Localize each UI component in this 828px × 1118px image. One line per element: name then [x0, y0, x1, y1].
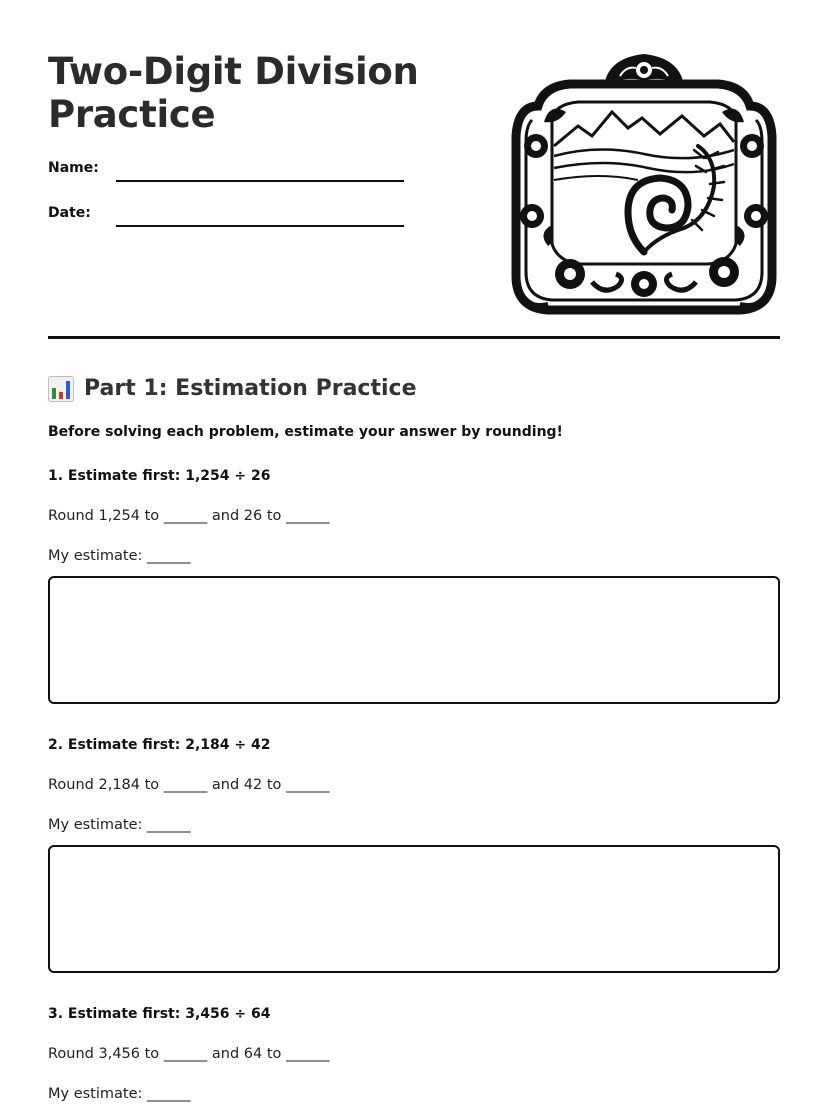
worksheet-title: [48, 50, 468, 136]
title-line-1: Two-Digit Division: [48, 50, 419, 93]
fern-koru-emblem-icon: [508, 46, 780, 318]
estimate-prompt: My estimate: ______: [48, 817, 191, 833]
bar-chart-icon: [48, 376, 74, 402]
rounding-prompt: Round 3,456 to ______ and 64 to ______: [48, 1046, 330, 1062]
date-line[interactable]: [116, 225, 404, 227]
header-divider: [48, 336, 780, 339]
section-title: Part 1: Estimation Practice: [84, 376, 417, 401]
problem-title: 1. Estimate first: 1,254 ÷ 26: [48, 468, 271, 484]
section-instructions: Before solving each problem, estimate your answer by rounding!: [48, 424, 563, 440]
problem-title: 2. Estimate first: 2,184 ÷ 42: [48, 737, 271, 753]
name-field[interactable]: [48, 160, 408, 182]
estimate-prompt: My estimate: ______: [48, 1086, 191, 1102]
work-box[interactable]: [48, 845, 780, 973]
date-label: Date:: [48, 205, 91, 221]
date-field[interactable]: [48, 205, 408, 227]
name-label: Name:: [48, 160, 99, 176]
worksheet-page: [48, 0, 780, 1118]
estimate-prompt: My estimate: ______: [48, 548, 191, 564]
problem-title: 3. Estimate first: 3,456 ÷ 64: [48, 1006, 271, 1022]
work-box[interactable]: [48, 576, 780, 704]
name-line[interactable]: [116, 180, 404, 182]
title-line-2: Practice: [48, 93, 216, 136]
rounding-prompt: Round 2,184 to ______ and 42 to ______: [48, 777, 330, 793]
rounding-prompt: Round 1,254 to ______ and 26 to ______: [48, 508, 330, 524]
